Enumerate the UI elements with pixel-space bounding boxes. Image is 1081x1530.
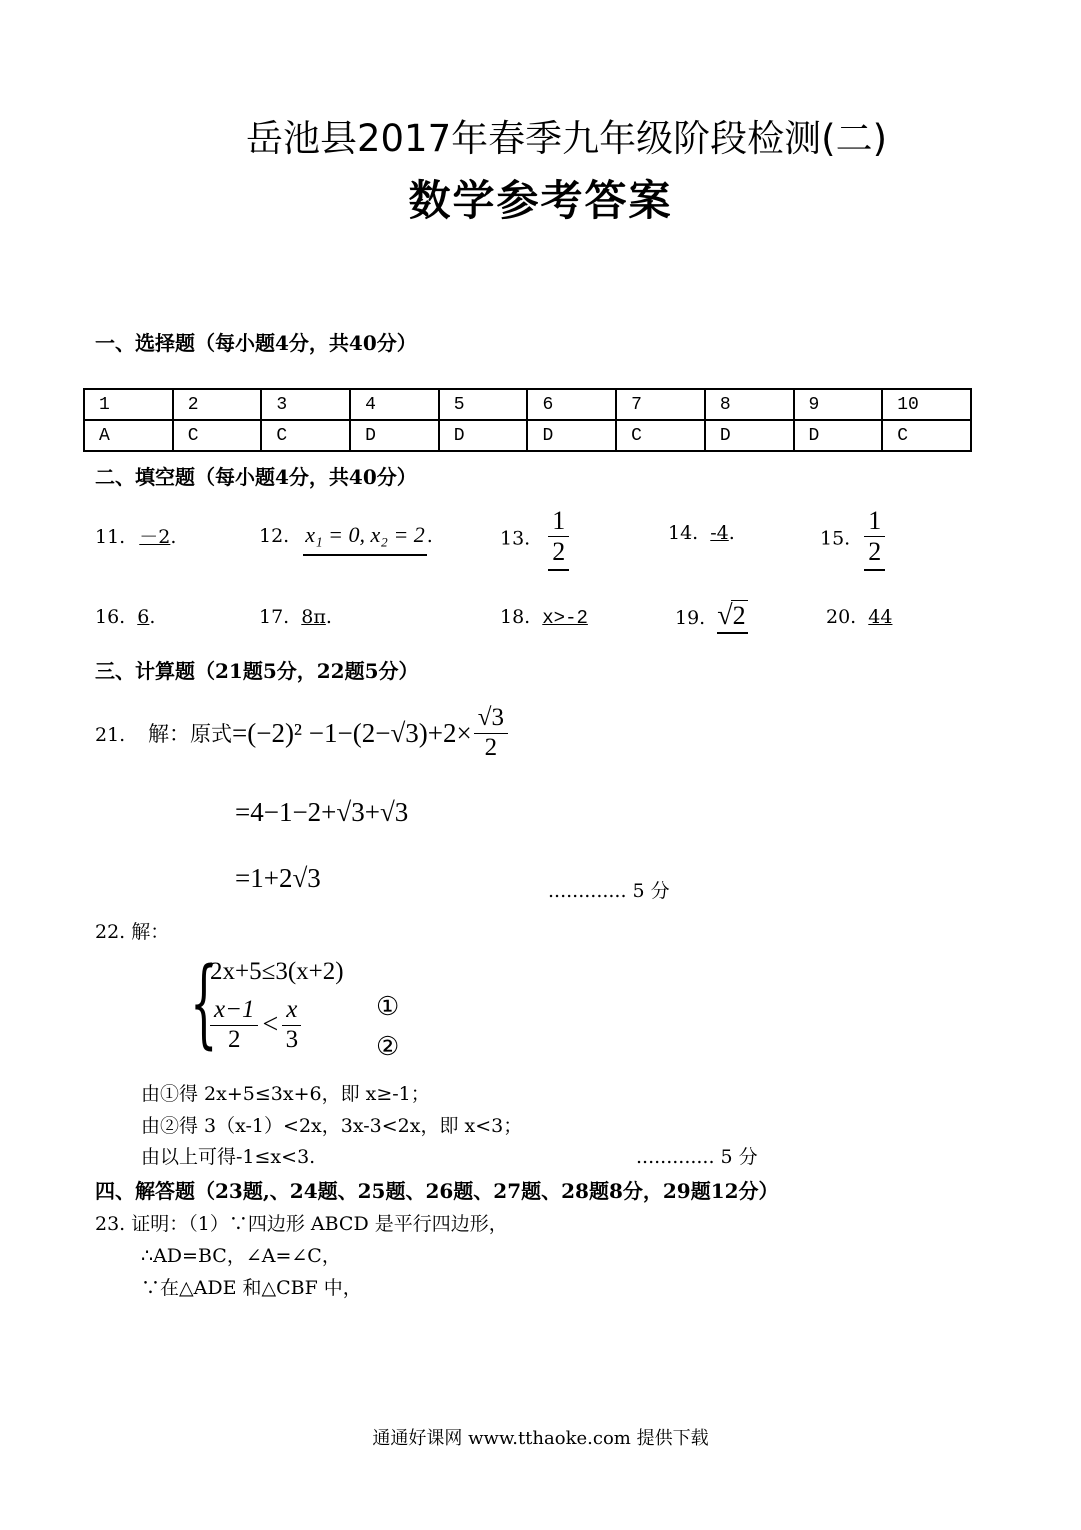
q14-number: 14.	[668, 522, 699, 544]
q17-answer: 8π	[301, 606, 326, 628]
q19-radicand: 2	[732, 601, 746, 630]
q18	[500, 606, 588, 629]
answer-table-answer-cell: D	[350, 420, 439, 451]
q21-line1	[148, 704, 508, 763]
answer-table-number-cell: 5	[439, 389, 528, 420]
q21-label: 解：原式	[148, 722, 232, 747]
section1-heading: 一、选择题（每小题4分，共40分）	[95, 331, 417, 355]
q12-end: .	[426, 525, 433, 547]
q12-number: 12.	[259, 525, 290, 547]
answer-table-number-cell: 1	[84, 389, 173, 420]
q20-number: 20.	[826, 606, 857, 628]
answer-table-answer-cell: C	[882, 420, 971, 451]
q20-answer: 44	[868, 606, 893, 628]
q23-line3: ∵在△ADE 和△CBF 中，	[141, 1277, 362, 1299]
brace-symbol: {	[190, 947, 218, 1059]
q21-score: ............. 5 分	[548, 880, 670, 902]
q21-fraction-numerator: √3	[474, 704, 508, 734]
q16-end: .	[149, 606, 156, 628]
q13-denominator: 2	[552, 536, 566, 566]
q19-answer	[717, 600, 747, 634]
q13-numerator: 1	[548, 506, 569, 537]
q15-number: 15.	[820, 527, 851, 550]
answer-table-number-cell: 3	[261, 389, 350, 420]
page-subtitle: 数学参考答案	[408, 176, 673, 225]
answer-table-answer-cell: D	[439, 420, 528, 451]
answer-table-number-cell: 2	[173, 389, 262, 420]
answer-table-answer-row	[84, 420, 971, 451]
answer-table-number-row	[84, 389, 971, 420]
q21-number: 21.	[95, 724, 126, 746]
answer-table-number-cell: 8	[705, 389, 794, 420]
q13-number: 13.	[500, 527, 531, 550]
q14	[668, 522, 735, 544]
q13	[500, 506, 569, 571]
q11	[95, 522, 176, 549]
q21-fraction-denominator: 2	[484, 733, 498, 761]
page-title: 岳池县2017年春季九年级阶段检测(二)	[245, 117, 888, 160]
q19-number: 19.	[675, 607, 706, 629]
q12	[259, 522, 433, 556]
answer-table-answer-cell: A	[84, 420, 173, 451]
answer-table-number-cell: 7	[616, 389, 705, 420]
q13-fraction	[548, 506, 569, 571]
section2-heading: 二、填空题（每小题4分，共40分）	[95, 465, 417, 489]
q20	[826, 606, 892, 628]
page-footer: 通通好课网 www.tthaoke.com 提供下载	[372, 1428, 709, 1449]
q15-fraction	[864, 506, 885, 571]
q22-right-denominator: 3	[285, 1025, 299, 1053]
q11-answer: －2	[139, 526, 171, 548]
q17-end: .	[325, 606, 332, 628]
q22-step3: 由以上可得-1≤x<3.	[141, 1146, 316, 1168]
q22-right-numerator: x	[282, 996, 301, 1026]
q11-end: .	[170, 526, 177, 548]
answer-table-number-cell: 4	[350, 389, 439, 420]
q19	[675, 600, 748, 634]
q21-fraction	[474, 704, 508, 763]
q22-number: 22. 解：	[95, 921, 170, 943]
q22-inequality2	[210, 996, 301, 1055]
q22-mark2: ②	[376, 1032, 400, 1062]
q18-number: 18.	[500, 606, 531, 628]
answer-table-answer-cell: D	[527, 420, 616, 451]
q16-answer: 6	[137, 606, 150, 628]
q23-line2: ∴AD=BC，∠A=∠C，	[141, 1245, 341, 1267]
q22-mark1: ①	[376, 992, 400, 1022]
q21-line2: =4−1−2+√3+√3	[235, 797, 409, 827]
q15-numerator: 1	[864, 506, 885, 537]
q22-right-fraction	[282, 996, 301, 1055]
q21-expression: =(−2)² −1−(2−√3)+2×	[232, 717, 472, 748]
q12-answer: x₁ = 0, x₂ = 2	[303, 522, 427, 556]
q15-denominator: 2	[868, 536, 882, 566]
q23-line1: 23. 证明：（1）∵四边形 ABCD 是平行四边形，	[95, 1213, 508, 1235]
section3-heading: 三、计算题（21题5分，22题5分）	[95, 659, 419, 683]
q22-left-numerator: x−1	[210, 996, 258, 1026]
q15	[820, 506, 885, 571]
q17	[259, 606, 332, 628]
answer-table-number-cell: 6	[527, 389, 616, 420]
sqrt-symbol: √	[717, 600, 733, 631]
q21-line3: =1+2√3	[235, 863, 321, 893]
q11-number: 11.	[95, 526, 126, 548]
answer-table-answer-cell: C	[173, 420, 262, 451]
q17-number: 17.	[259, 606, 290, 628]
q16-number: 16.	[95, 606, 126, 628]
q14-end: .	[728, 522, 735, 544]
q18-answer: x>-2	[542, 607, 588, 629]
answer-table-answer-cell: D	[794, 420, 883, 451]
q22-score: ............. 5 分	[636, 1146, 758, 1168]
q14-answer: -4	[710, 522, 729, 544]
answer-table-answer-cell: C	[261, 420, 350, 451]
q22-left-fraction	[210, 996, 258, 1055]
answer-table	[83, 388, 972, 452]
q22-inequality1: 2x+5≤3(x+2)	[210, 958, 344, 985]
q22-relation: <	[262, 1009, 279, 1041]
q16	[95, 606, 155, 628]
q22-left-denominator: 2	[227, 1025, 241, 1053]
answer-table-answer-cell: D	[705, 420, 794, 451]
q22-step1: 由①得 2x+5≤3x+6，即 x≥-1；	[141, 1083, 430, 1105]
answer-table-answer-cell: C	[616, 420, 705, 451]
answer-table-number-cell: 10	[882, 389, 971, 420]
q22-step2: 由②得 3（x-1）<2x，3x-3<2x，即 x<3；	[141, 1115, 523, 1137]
section4-heading: 四、解答题（23题,、24题、25题、26题、27题、28题8分，29题12分）	[95, 1179, 779, 1203]
answer-table-number-cell: 9	[794, 389, 883, 420]
